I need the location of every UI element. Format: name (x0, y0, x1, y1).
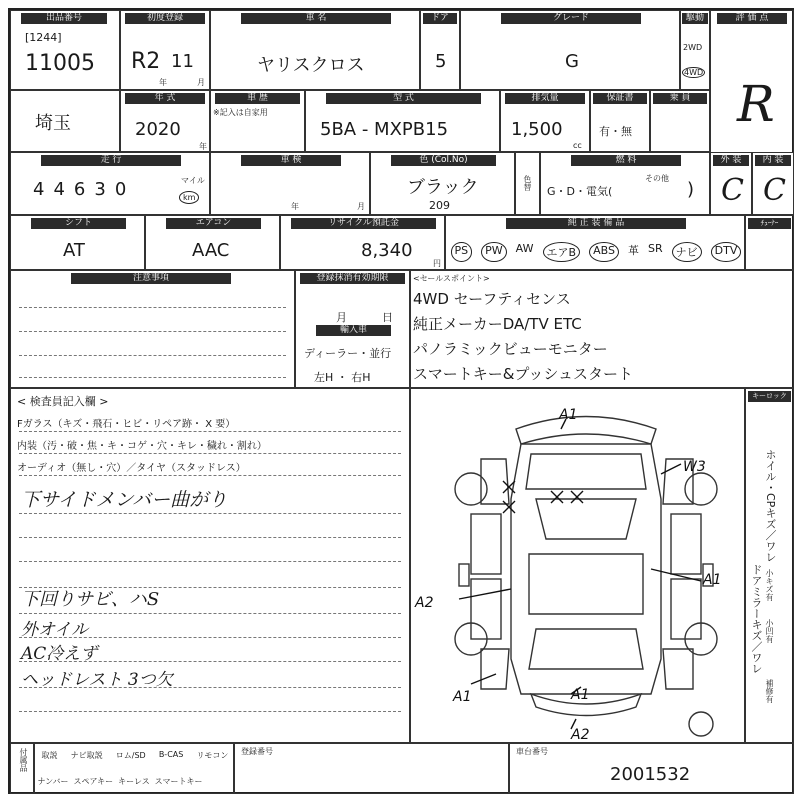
mileage-unit-mile: マイル (181, 176, 205, 185)
inspection-month-unit: 月 (357, 202, 365, 211)
equipment-box (445, 215, 745, 270)
fuel: G・D・電気( (547, 185, 613, 198)
inspector-glass: Fガラス（キズ・飛石・ヒビ・リペア跡・ X 要） (17, 419, 236, 430)
sales-point: 4WD セーフティセンス (413, 290, 571, 308)
sales-label: <セールスポイント> (413, 274, 490, 283)
passenger-box (650, 90, 710, 152)
drive-2wd: 2WD (683, 43, 703, 52)
fuel-other: その他 (645, 174, 669, 183)
car-name: ヤリスクロス (257, 55, 365, 76)
deadline-day: 日 (382, 311, 393, 324)
warranty-box (590, 90, 650, 152)
recycle-unit: 円 (433, 259, 441, 268)
lot-sub: [1244] (25, 31, 62, 44)
inspector-interior: 内装（汚・破・焦・キ・コゲ・穴・キレ・穢れ・割れ） (17, 441, 267, 452)
equipment-item: PS (451, 242, 473, 262)
rating-label: 評 価 点 (717, 13, 787, 24)
model-year-unit: 年 (199, 142, 207, 151)
chassis-number: 2001532 (610, 764, 691, 785)
recolor-box (515, 152, 540, 215)
doors-box (420, 10, 460, 90)
warranty-label: 保証書 (593, 93, 647, 104)
equipment-item: SR (647, 242, 663, 255)
equipment-item: DTV (711, 242, 742, 262)
interior-label: 内 装 (755, 155, 791, 166)
mileage (33, 179, 135, 200)
grade-label: グレード (501, 13, 641, 24)
inspection-year-unit: 年 (291, 202, 299, 211)
hand-note: 外オイル (21, 620, 89, 640)
damage-label: W3 (683, 459, 706, 475)
rating: R (737, 75, 775, 133)
accessories-label-box (10, 743, 34, 794)
inspector-audio: オーディオ（無し・穴）／タイヤ（スタッドレス） (17, 463, 246, 474)
drive-box (680, 10, 710, 90)
shift-box (10, 215, 145, 270)
damage-label: A1 (453, 689, 472, 705)
keys-label: キーロック (748, 391, 791, 402)
equipment-item: PW (481, 242, 507, 262)
mileage-digit: 3 (94, 179, 115, 200)
accessory-item: スマートキー (154, 777, 203, 786)
steering: 左H ・ 右H (314, 371, 371, 384)
recycle-box (280, 215, 445, 270)
first-reg-year: R2 (131, 49, 161, 74)
fuel-label: 燃 料 (571, 155, 681, 166)
doors: 5 (435, 51, 447, 72)
cc-unit: cc (573, 141, 582, 150)
accessories-top (35, 750, 235, 761)
first-reg-label: 初度登録 (125, 13, 205, 24)
mileage-digit: 4 (53, 179, 74, 200)
model-type: 5BA - MXPB15 (320, 119, 449, 140)
mileage-digit: 0 (114, 179, 136, 200)
cc-box (500, 90, 590, 152)
warranty: 有・無 (599, 125, 632, 138)
color-label: 色 (Col.No) (391, 155, 496, 166)
inspection-box (210, 152, 370, 215)
damage-label: A1 (559, 407, 578, 423)
caution-label: 注意事項 (71, 273, 231, 284)
fuel-close: ) (687, 179, 695, 200)
sales-point: 純正メーカーDA/TV ETC (413, 315, 582, 333)
sales-point: スマートキー&プッシュスタート (413, 365, 634, 383)
month-unit: 月 (197, 78, 205, 87)
deadline-month: 月 (336, 311, 347, 324)
model-year: 2020 (135, 119, 181, 140)
accessory-item: ナンバー (37, 777, 69, 786)
hand-note: ヘッドレスト 3つ欠 (21, 670, 173, 690)
shift-label: シフト (31, 218, 126, 229)
air-conditioner: AAC (192, 240, 230, 261)
accessory-item: B-CAS (158, 750, 184, 759)
inspection-label: 車 検 (241, 155, 341, 166)
doors-label: ドア (423, 13, 457, 24)
auction-sheet (8, 8, 794, 794)
ac-box (145, 215, 280, 270)
damage-label: A2 (415, 595, 434, 611)
sales-point: パノラミックビューモニター (413, 340, 608, 358)
fuel-box (540, 152, 710, 215)
hand-note: 下回りサビ、ハS (21, 589, 160, 610)
accessories-box (34, 743, 234, 794)
interior-box (752, 152, 794, 215)
shift: AT (63, 240, 85, 261)
type-label: 型 式 (326, 93, 481, 104)
drive-4wd: 4WD (684, 68, 704, 77)
equipment-label: 純 正 装 備 品 (506, 218, 686, 229)
drive-label: 駆動 (682, 13, 708, 24)
car-diagram-box (410, 388, 745, 743)
accessory-item: 取説 (41, 751, 58, 760)
recolor-label: 色替 (523, 175, 532, 191)
chassis-box (509, 743, 794, 794)
grade: G (565, 51, 579, 72)
accessory-item: ナビ取説 (70, 751, 103, 760)
mileage-box (10, 152, 210, 215)
first-reg-month: 11 (171, 51, 194, 72)
car-diagram (411, 389, 744, 742)
equipment-item: 革 (627, 244, 639, 257)
accessory-item: ロム/SD (115, 751, 146, 760)
damage-label: A2 (571, 727, 590, 742)
displacement: 1,500 (511, 119, 563, 140)
equipment-list (446, 242, 746, 262)
tuner-box (745, 215, 794, 270)
passenger-label: 乗 員 (653, 93, 707, 104)
recycle-fee: 8,340 (361, 240, 413, 261)
mileage-digit: 4 (33, 179, 54, 200)
exterior-label: 外 装 (713, 155, 749, 166)
hand-note: 下サイドメンバー曲がり (21, 489, 228, 511)
accessory-item: リモコン (196, 751, 229, 760)
damage-label: A1 (571, 687, 590, 703)
legend-repair: 補修有 (765, 679, 774, 703)
deadline-box (295, 270, 410, 388)
chassis-label: 車台番号 (516, 747, 548, 756)
tuner-label: ﾁｭｰﾅｰ (748, 218, 791, 229)
first-reg-box (120, 10, 210, 90)
type-box (305, 90, 500, 152)
equipment-item: ナビ (672, 242, 702, 262)
color-box (370, 152, 515, 215)
reg-deadline-label: 登録抹消有効期限 (300, 273, 405, 284)
year-unit: 年 (159, 78, 167, 87)
grade-box (460, 10, 680, 90)
sales-points (413, 287, 633, 387)
interior-grade: C (763, 173, 786, 208)
legend-box (745, 388, 794, 743)
region-box (10, 90, 120, 152)
equipment-item: エアB (543, 242, 581, 262)
color: ブラック (407, 177, 479, 198)
exterior-box (710, 152, 752, 215)
region: 埼玉 (35, 113, 71, 134)
inspector-title: < 検査員記入欄 > (17, 395, 109, 408)
mileage-digit: 6 (73, 179, 95, 200)
hand-note: AC冷えず (21, 644, 98, 664)
legend-wheel: ホイル・CPキズ／ワレ (764, 449, 777, 563)
inspector-box (10, 388, 410, 743)
sales-box (410, 270, 794, 388)
model-year-box (120, 90, 210, 152)
history-note: ※記入は自家用 (213, 108, 268, 117)
mileage-unit-km: km (179, 191, 199, 204)
reg-no-label: 登録番号 (241, 747, 273, 756)
cc-label: 排気量 (505, 93, 585, 104)
ac-label: エアコン (166, 218, 261, 229)
legend-mirror: ドアミラーキズ／ワレ (750, 564, 763, 674)
history-label: 車 歴 (215, 93, 300, 104)
accessory-item: キーレス (118, 777, 150, 786)
car-name-label: 車 名 (241, 13, 391, 24)
equipment-item: AW (515, 242, 534, 255)
lot-label: 出品番号 (21, 13, 107, 24)
import-label: 輸入車 (316, 325, 391, 336)
damage-label: A1 (703, 572, 722, 588)
reg-no-box (234, 743, 509, 794)
mileage-label: 走 行 (41, 155, 181, 166)
caution-box (10, 270, 295, 388)
accessories-bottom (35, 776, 205, 787)
lot-box (10, 10, 120, 90)
history-box (210, 90, 305, 152)
accessory-item: スペアキー (73, 777, 114, 786)
equipment-item: ABS (589, 242, 619, 262)
car-name-box (210, 10, 420, 90)
legend-small-scratch: 小キズ有 (765, 569, 774, 601)
dealer: ディーラー・並行 (304, 347, 392, 360)
accessories-label: 付属品 (19, 748, 28, 772)
legend-small-dent: 小凹有 (765, 619, 774, 643)
model-year-label: 年 式 (125, 93, 205, 104)
lot-number: 11005 (25, 51, 95, 76)
color-code: 209 (429, 199, 450, 212)
exterior-grade: C (721, 173, 744, 208)
recycle-label: リサイクル預託金 (291, 218, 436, 229)
